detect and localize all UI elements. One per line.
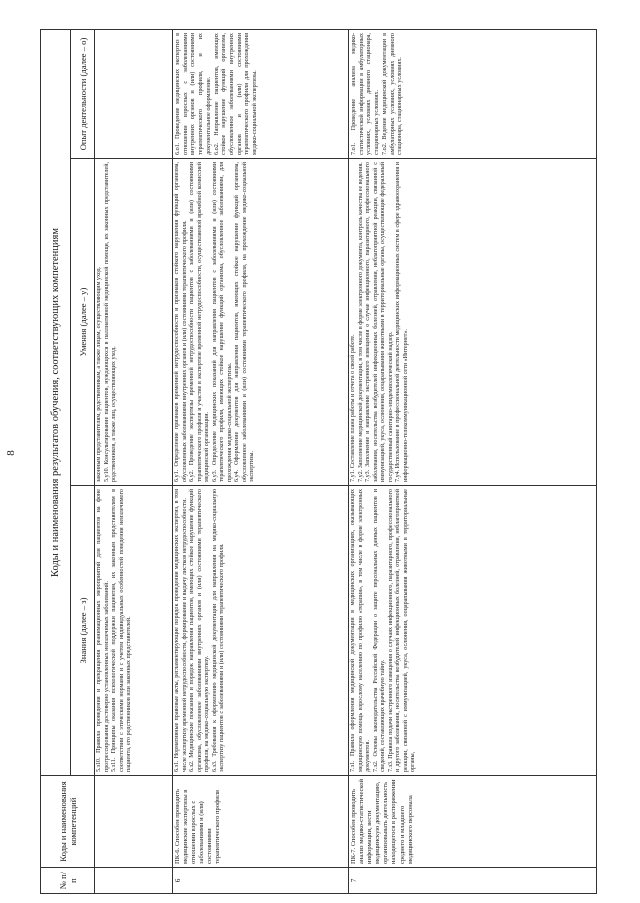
table-row [349,29,597,893]
experience-cell [95,29,173,158]
header-results-group: Коды и наименования результатов обучения, соответствующих компетенциям [41,29,71,775]
knowledge-cell [349,486,597,776]
knowledge-cell-item: 6.з2. Медицинские показания и порядок направления пациентов, имеющих стойкое нарушение функций организма, обусловленное заболеваниями внутренних органов и (или) состояниями терапевтического профиля, на медико-социальную экспертизу. [189,489,210,772]
skills-cell-item: 6.у4. Оформление документов для направления пациентов, имеющих стойкое нарушение функций организма, обусловленное заболеваниями и (или) состояниями терапевтического профиля, на прохождение медико-социальной экспертизы. [234,162,255,482]
knowledge-cell-item: 7.з2. Основы законодательства Российской Федерации о защите персональных данных пациентов и сведений, составляющих врачебную тайну. [372,489,386,772]
table-body [95,29,597,893]
competencies-table [40,29,597,894]
skills-cell-item: 6.у1. Определение признаков временной нетрудоспособности и признаков стойкого нарушения функций организма, обусловленных заболеваниями внутренних органов и (или) состояниями терапевтического профиля. [174,162,188,482]
row-number: 7 [349,868,597,894]
skills-cell [173,159,349,486]
skills-cell [95,159,173,486]
experience-cell-item: 7.о1. Проведение анализа медико-статистической информации в амбулаторных условиях, условиях дневного стационара, стационарных условиях. [350,32,381,155]
skills-cell-item: 5.у10. Консультирование пациентов, нуждающихся в паллиативной медицинской помощи, их законных представителей, родственников, а также лиц, осуществляющих уход. [103,162,117,482]
experience-cell [173,29,349,158]
experience-cell-item: 6.о2. Направление пациентов, имеющих стойкое нарушение функций организма, обусловленное заболеваниями внутренних органов и (или) состояниями терапевтического профиля для прохождения медико-социальной экспертизы. [212,32,259,155]
header-skills: Умения (далее – у) [71,159,95,486]
header-competence-codes: Коды и наименования компетенций [41,776,95,868]
skills-cell-item: 7.у3. Заполнение и направление экстренного извещения о случае инфекционного, паразитарного, профессионального заболевания, носительства возбудителей инфекционных болезней, отравления, неблагоприятной реакции, связанной с иммунизацией, укуса, ослюнения, ооцарапывания животными в территориальные органы, осуществляющие федеральный государственный санитарно-эпидемиологический надзор. [365,162,394,482]
row-number: 6 [173,868,349,894]
experience-cell-item: 7.о2. Ведение медицинской документации в амбулаторных условиях, условиях дневного стационара, стационарных условиях. [380,32,404,155]
skills-cell-item: 7.у1. Составление плана работы и отчета о своей работе. [350,334,356,482]
row-number [95,868,173,894]
competence-name: ПК-7. Способен проводить анализ медико-статистической информации, вести медицинскую документацию, организовывать деятельность находящегося в распоряжении среднего и младшего медицинского персонала [349,776,597,868]
table-row [173,29,349,893]
experience-cell [349,29,597,158]
skills-cell [349,159,597,486]
knowledge-cell [173,486,349,776]
competence-name [95,776,173,868]
knowledge-cell-item: 5.з11. Принципы оказания психологической поддержки пациентам, их законным представителям в соответствии с этическими нормами и с учетом индивидуальных особенностей поведения неизлечимого пациента, его родственников или законных представителей. [111,489,132,772]
knowledge-cell-item: 5.з10. Правила проведения и прекращения реанимационных мероприятий для пациентов на фоне прогрессирования достоверно установленных неизлечимых заболеваний. [96,489,110,772]
experience-cell-item: 6.о1. Проведение медицинских экспертиз в отношении взрослых с заболеваниями внутренних органов и (или) состояниями терапевтического профиля, и их документальное оформление. [174,32,212,155]
skills-cell-item: 6.у2. Проведение экспертизы временной нетрудоспособности пациентов с заболеваниями и (или) состояниями терапевтического профиля и участие в экспертизе временной нетрудоспособности, осуществляемой врачебной комиссией медицинской организации. [189,162,210,482]
header-number: № п/п [41,868,95,894]
knowledge-cell-item: 7.з1. Правила оформления медицинской документации в медицинских организациях, оказывающих медицинскую помощь взрослому населению по профилю «терапия», в том числе в форме электронных документов. [350,489,371,772]
competence-name: ПК-6. Способен проводить медицинские экспертизы в отношении взрослых с заболеваниями и (или) состояниями терапевтического профиля [173,776,349,868]
knowledge-cell-item: 7.з3. Правила подачи экстренного извещения о случаях инфекционного, паразитарного, профессионального и другого заболевания, носительства возбудителей инфекционных болезней, отравления, неблагоприятной реакции, связанной с иммунизацией, укуса, ослюнения, ооцарапывания животными в территориальные органы, [387,489,416,772]
header-experience: Опыт деятельности (далее – о) [71,29,95,158]
skills-cell-item: законным представителям, родственникам, а также лицам, осуществляющим уход. [96,266,102,482]
skills-cell-item: 7.у2. Заполнение медицинской документации, в том числе в форме электронного документа, контроль качества ее ведения. [357,162,364,482]
knowledge-cell [95,486,173,776]
skills-cell-item: 7.у4. Использование в профессиональной деятельности медицинских информационных систем в сфере здравоохранения и информационно-телекоммуникационной сети «Интернет». [395,162,409,482]
header-knowledge: Знания (далее – з) [71,486,95,776]
rotated-page [40,30,592,894]
skills-cell-item: 6.у3. Определение медицинских показаний для направления пациентов с заболеваниями и (или) состояниями терапевтического профиля, имеющих стойкое нарушение функций организма, обусловленное заболеваниями, для прохождения медико-социальной экспертизы. [211,162,233,482]
page-number: 8 [4,450,17,456]
knowledge-cell-item: 6.з1. Нормативные правовые акты, регламентирующие порядок проведения медицинских экспертиз, в том числе экспертизу временной нетрудоспособности, формирование и выдачу листков нетрудоспособности. [174,489,188,772]
table-row [95,29,173,893]
knowledge-cell-item: 6.з3. Требования к оформлению медицинской документации для направления на медико-социальную экспертизу пациентов с заболеваниями и (или) состояниями терапевтического профиля. [211,489,225,772]
